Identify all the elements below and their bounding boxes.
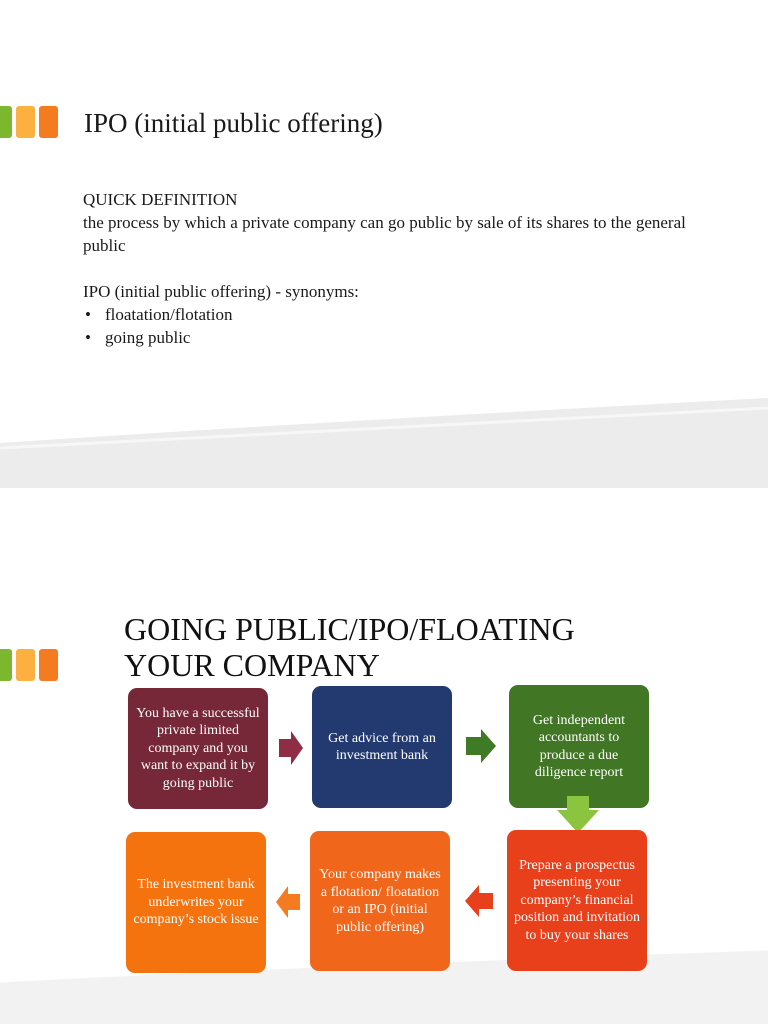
green-square <box>0 106 12 138</box>
process-step-6 <box>126 832 266 973</box>
slide-2-title-line-1: GOING PUBLIC/IPO/FLOATING <box>124 611 575 647</box>
gold-square <box>16 649 35 681</box>
process-step-4 <box>507 830 647 971</box>
process-step-2 <box>312 686 452 808</box>
slide-2 <box>0 512 768 1024</box>
arrow-right-icon <box>279 731 303 765</box>
definition-text: the process by which a private company can go public by sale of its shares to the general public <box>83 213 686 255</box>
slide-1 <box>0 0 768 488</box>
process-step-text: You have a successful private limited company and you want to expand it by going public <box>136 705 260 791</box>
arrow-down-icon <box>557 796 599 833</box>
process-step-5 <box>310 831 450 971</box>
orange-square <box>39 106 58 138</box>
process-step-text: Prepare a prospectus presenting your company’s financial position and invitation to buy your shares <box>514 857 640 943</box>
arrow-left-icon <box>276 886 300 918</box>
slide-2-color-squares <box>0 649 58 681</box>
process-step-text: Your company makes a flotation/ floatation or an IPO (initial public offering) <box>319 867 441 935</box>
slide-1-title: IPO (initial public offering) <box>84 108 383 138</box>
arrow-right-icon <box>466 729 496 763</box>
synonym-item: • floatation/flotation <box>83 303 723 326</box>
slide-1-color-squares <box>0 106 58 138</box>
synonym-item: • going public <box>83 326 723 349</box>
process-step-1 <box>128 688 268 809</box>
process-step-3 <box>509 685 649 808</box>
process-step-text: Get advice from an investment bank <box>328 730 436 763</box>
green-square <box>0 649 12 681</box>
arrow-left-icon <box>465 885 493 917</box>
synonyms-line: IPO (initial public offering) - synonyms: <box>83 282 359 301</box>
synonyms-list <box>83 303 723 349</box>
slide-2-title-line-2: YOUR COMPANY <box>124 647 380 683</box>
process-step-text: Get independent accountants to produce a due diligence report <box>532 712 626 780</box>
orange-square <box>39 649 58 681</box>
slide-2-title <box>124 611 575 683</box>
gold-square <box>16 106 35 138</box>
definition-heading: QUICK DEFINITION <box>83 190 238 209</box>
process-step-text: The investment bank underwrites your company’s stock issue <box>133 877 259 928</box>
slide-1-body <box>83 188 723 349</box>
